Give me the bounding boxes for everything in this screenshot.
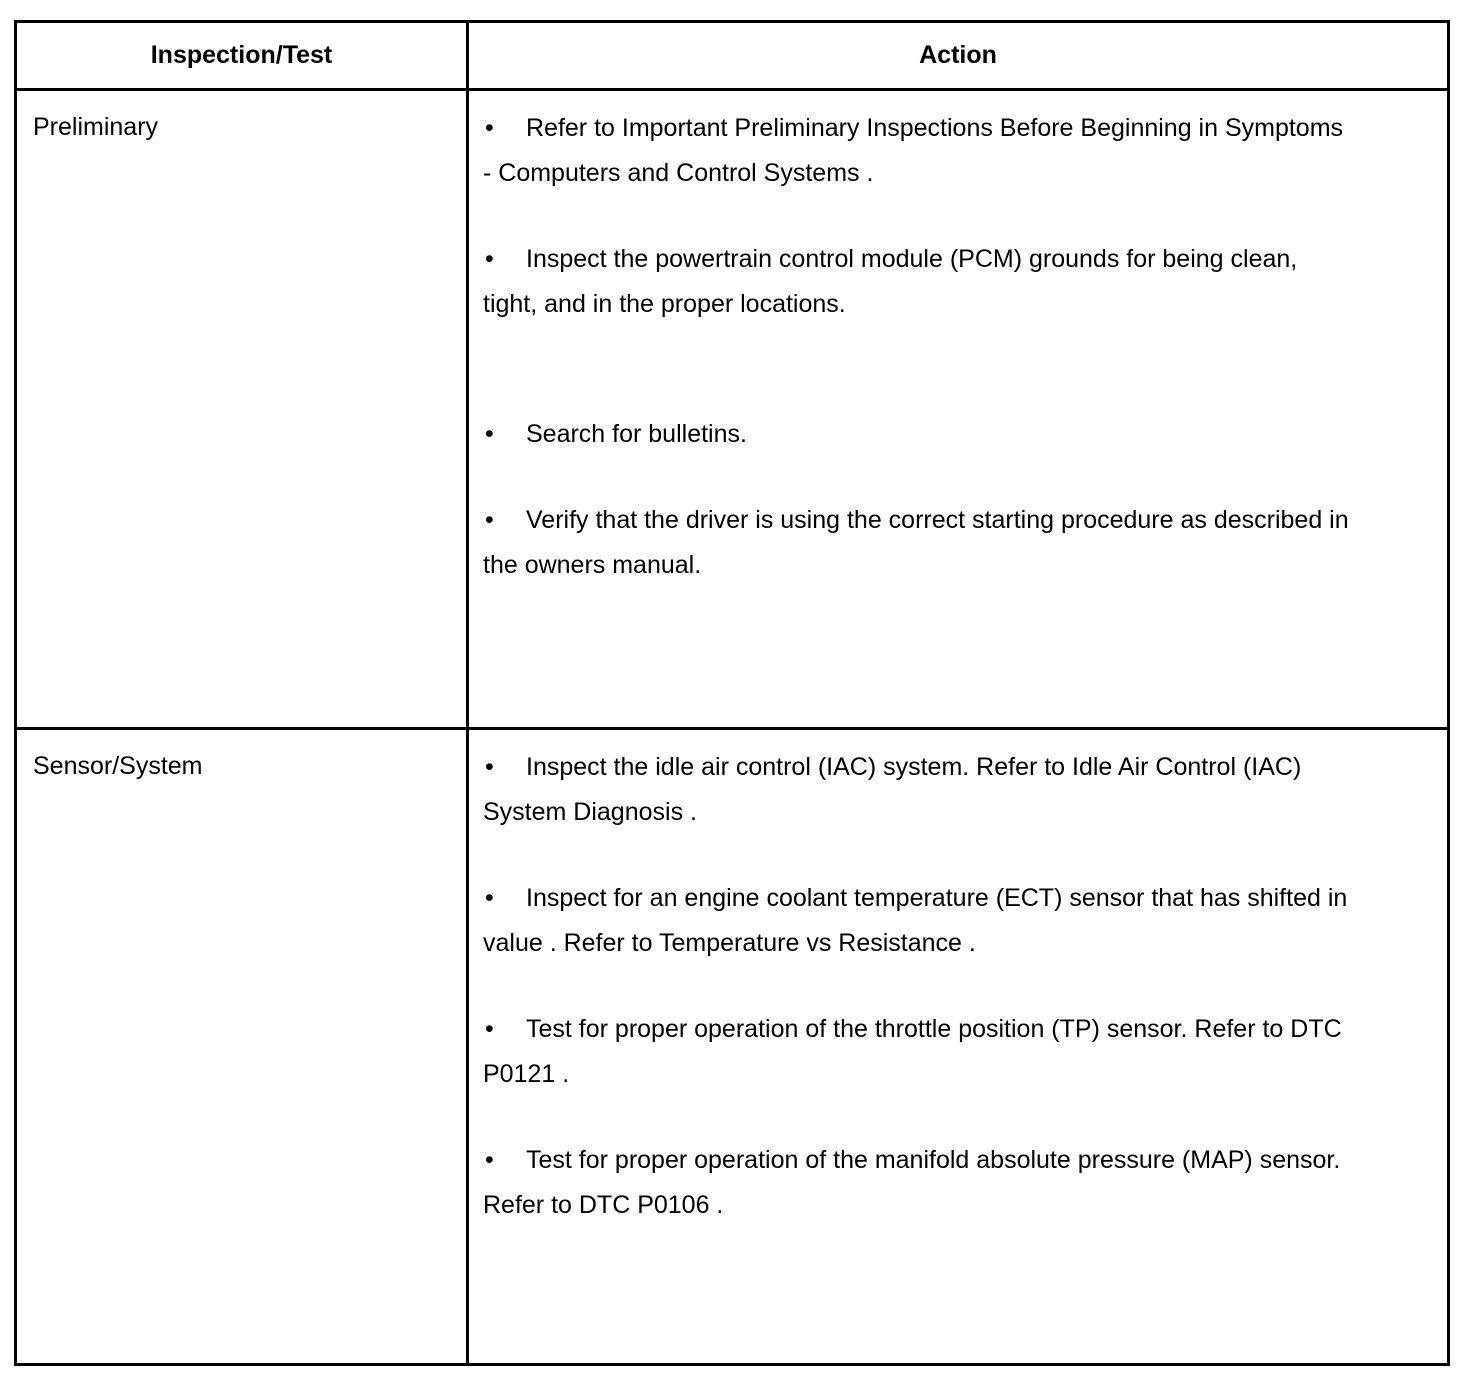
action-text: Test for proper operation of the throttle position (TP) sensor. Refer to DTC P0121 .	[483, 1015, 1342, 1088]
action-text: Search for bulletins.	[526, 420, 747, 448]
row-divider	[17, 727, 1447, 730]
bullet-icon: •	[485, 506, 494, 534]
action-text: Inspect the idle air control (IAC) system. Refer to Idle Air Control (IAC) System Diagnosis .	[483, 753, 1302, 826]
row-label-sensor-system: Sensor/System	[33, 752, 203, 780]
bullet-icon: •	[485, 114, 494, 142]
list-item	[483, 412, 1353, 457]
bullet-icon: •	[485, 753, 494, 781]
header-action: Action	[919, 41, 997, 69]
bullet-icon: •	[485, 245, 494, 273]
bullet-icon: •	[485, 884, 494, 912]
row-label-preliminary: Preliminary	[33, 113, 159, 141]
bullet-icon: •	[485, 1015, 494, 1043]
sensor-system-action-list	[483, 745, 1353, 1269]
list-item	[483, 106, 1353, 196]
bullet-icon: •	[485, 420, 494, 448]
action-text: Inspect for an engine coolant temperature (ECT) sensor that has shifted in value . Refer to Temperature vs Resistance .	[483, 884, 1348, 957]
action-text: Verify that the driver is using the correct starting procedure as described in the owners manual.	[483, 506, 1349, 579]
list-item	[483, 498, 1353, 588]
list-item	[483, 237, 1353, 327]
list-item	[483, 1007, 1353, 1097]
list-item	[483, 1138, 1353, 1228]
header-inspection-test: Inspection/Test	[150, 41, 333, 69]
column-divider	[466, 23, 469, 1363]
action-text: Inspect the powertrain control module (PCM) grounds for being clean, tight, and in the proper locations.	[483, 245, 1298, 318]
bullet-icon: •	[485, 1146, 494, 1174]
action-text: Refer to Important Preliminary Inspections Before Beginning in Symptoms - Computers and Control Systems .	[483, 114, 1344, 187]
action-text: Test for proper operation of the manifold absolute pressure (MAP) sensor. Refer to DTC P0106 .	[483, 1146, 1341, 1219]
list-item	[483, 745, 1353, 835]
preliminary-action-list	[483, 106, 1353, 629]
list-item	[483, 876, 1353, 966]
header-divider	[17, 88, 1447, 91]
inspection-table	[14, 20, 1450, 1366]
